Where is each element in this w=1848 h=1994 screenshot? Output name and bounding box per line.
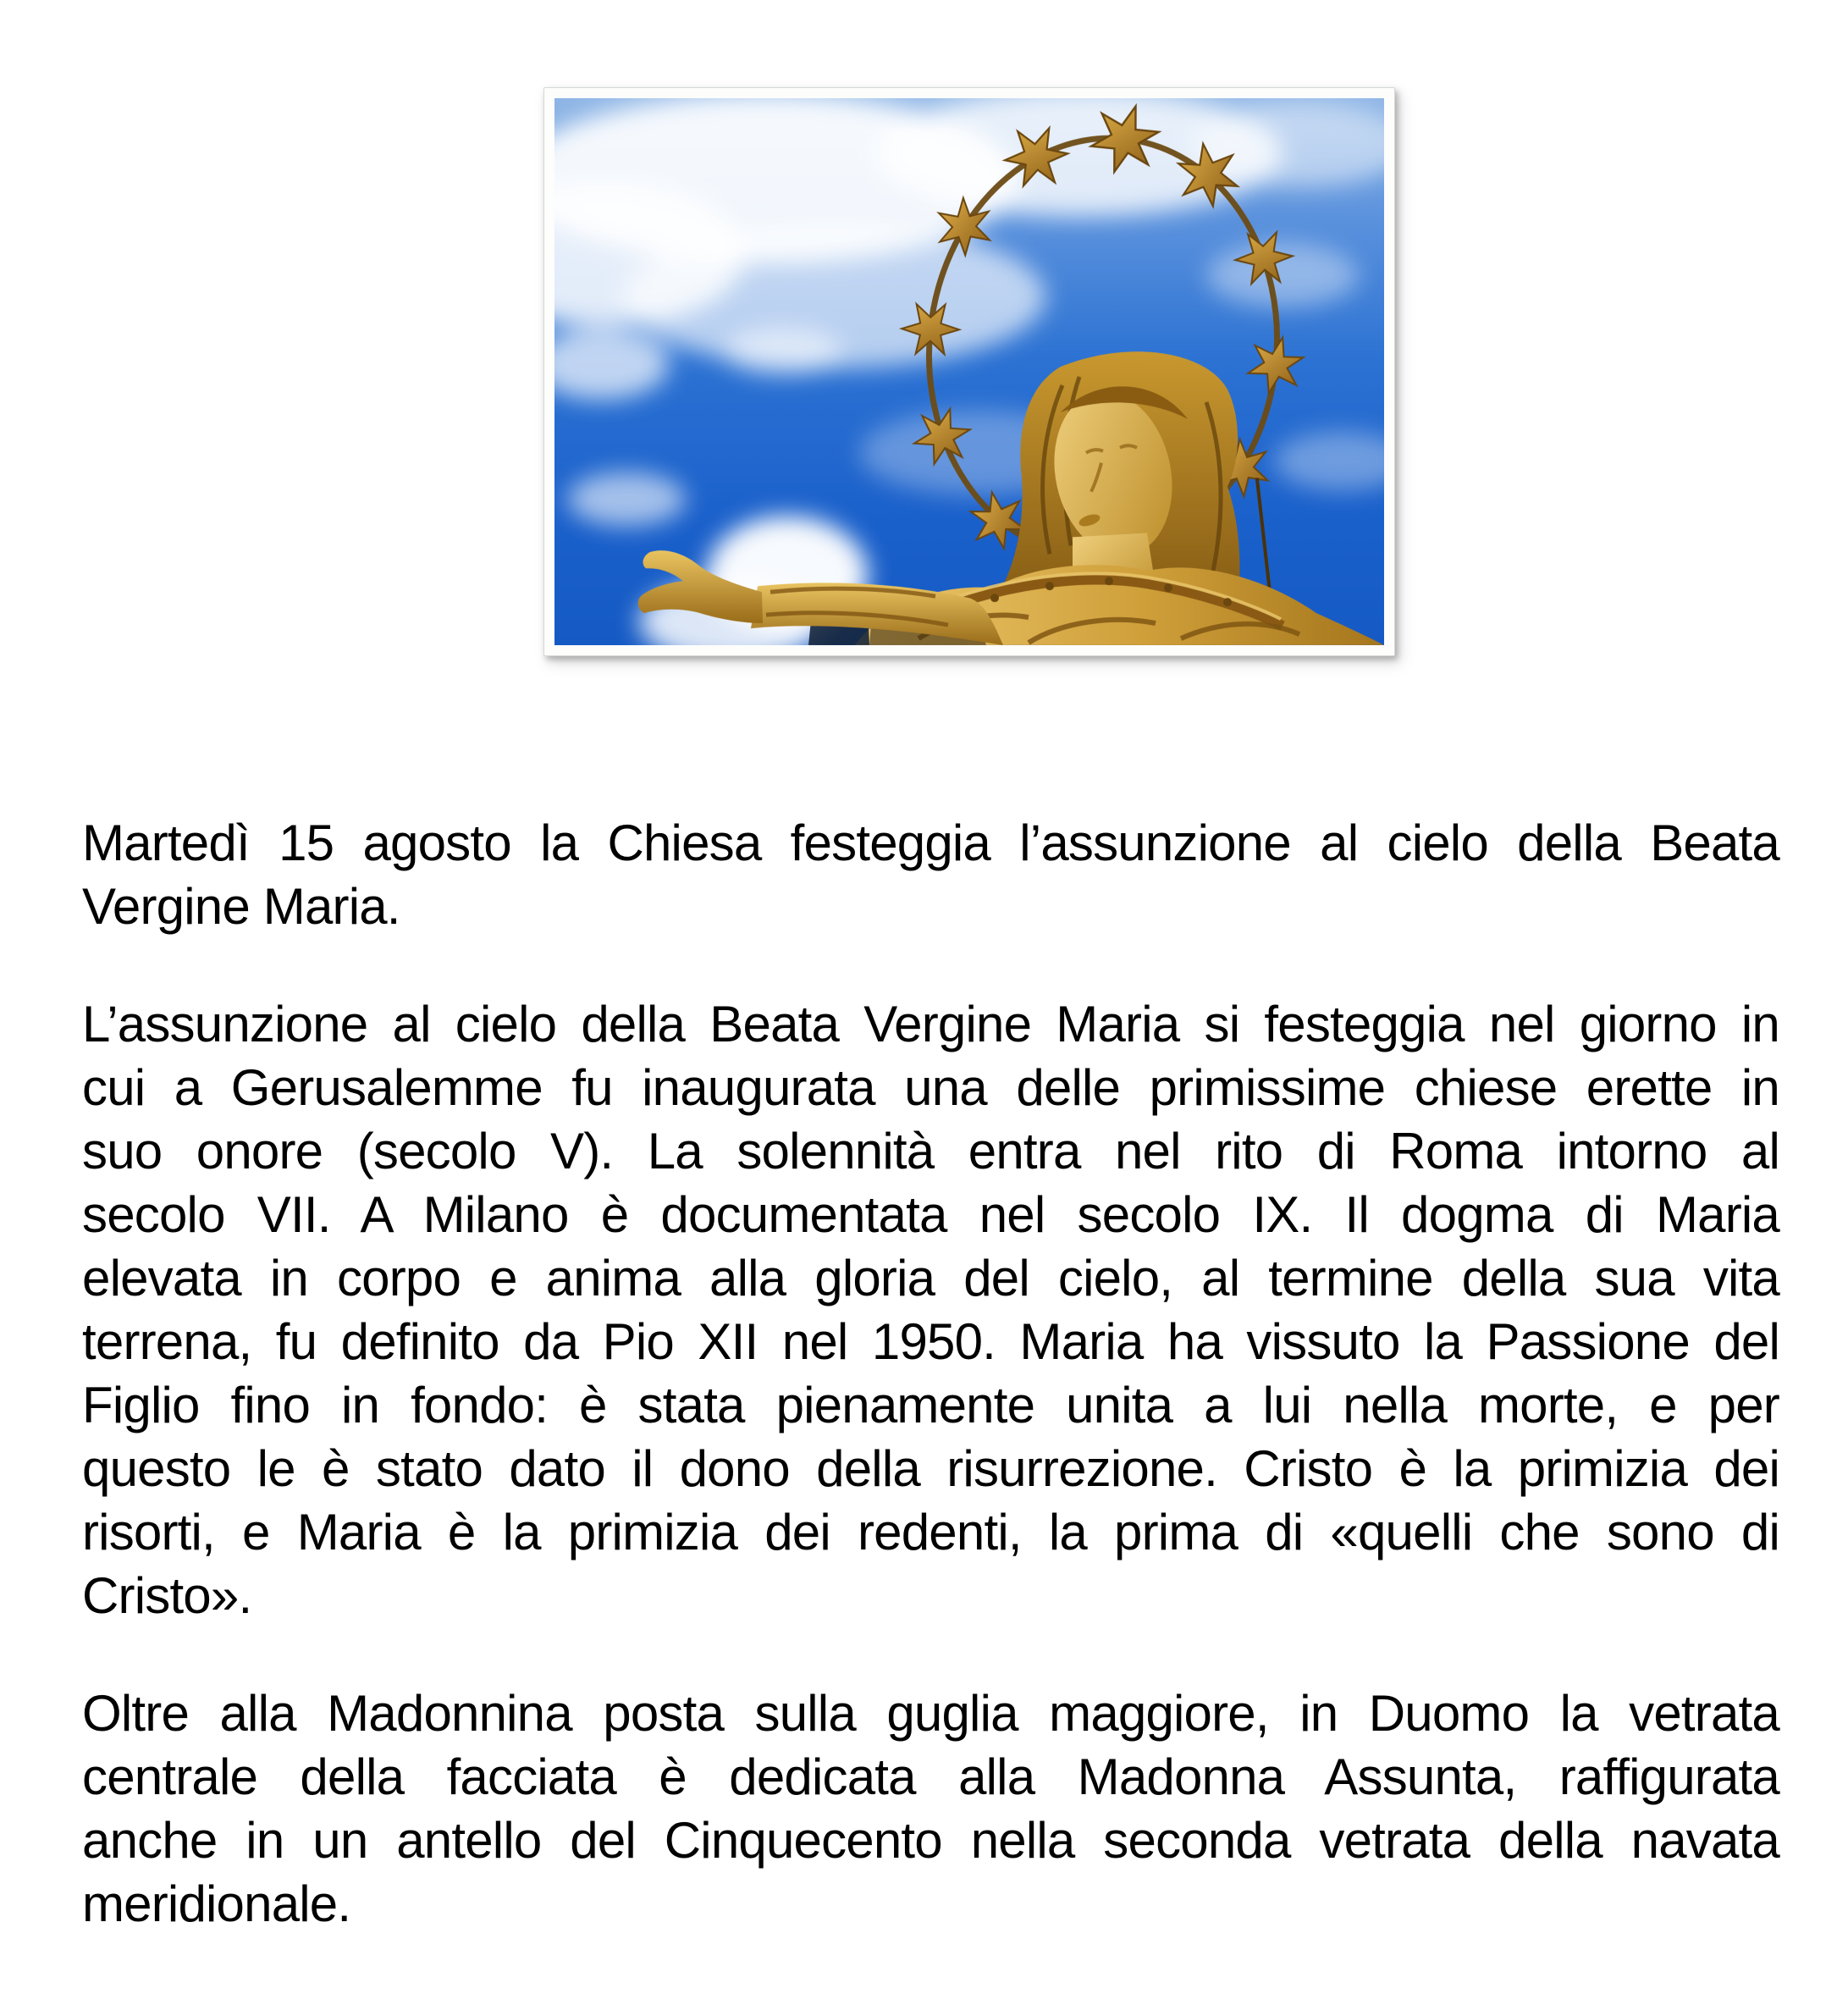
text-line: centrale della facciata è dedicata alla Madonna Assunta, raffigurata [82,1748,1779,1805]
text-line: questo le è stato dato il dono della risurrezione. Cristo è la primizia dei [82,1440,1779,1497]
article-text [82,811,1779,1990]
text-line: elevata in corpo e anima alla gloria del cielo, al termine della sua vita [82,1250,1779,1306]
text-line: L’assunzione al cielo della Beata Vergine Maria si festeggia nel giorno in [82,996,1779,1052]
text-line: suo onore (secolo V). La solennità entra nel rito di Roma intorno al [82,1123,1779,1179]
text-line: meridionale. [82,1875,351,1932]
text-line: risorti, e Maria è la primizia dei redenti, la prima di «quelli che sono di [82,1504,1779,1560]
text-line: anche in un antello del Cinquecento nella seconda vetrata della navata [82,1812,1779,1869]
paragraph [82,811,1779,938]
text-line: Martedì 15 agosto la Chiesa festeggia l’assunzione al cielo della Beata [82,815,1779,871]
text-line: Vergine Maria. [82,878,400,935]
text-line: Figlio fino in fondo: è stata pienamente unita a lui nella morte, e per [82,1377,1779,1433]
paragraph [82,1682,1779,1936]
paragraph [82,992,1779,1627]
text-line: Oltre alla Madonnina posta sulla guglia maggiore, in Duomo la vetrata [82,1685,1779,1742]
text-line: cui a Gerusalemme fu inaugurata una delle primissime chiese erette in [82,1059,1779,1116]
text-line: Cristo». [82,1567,252,1624]
madonnina-photo-art [554,98,1384,645]
text-line: terrena, fu definito da Pio XII nel 1950. Maria ha vissuto la Passione del [82,1313,1779,1370]
text-line: secolo VII. A Milano è documentata nel secolo IX. Il dogma di Maria [82,1186,1779,1243]
madonnina-photo [543,87,1395,656]
